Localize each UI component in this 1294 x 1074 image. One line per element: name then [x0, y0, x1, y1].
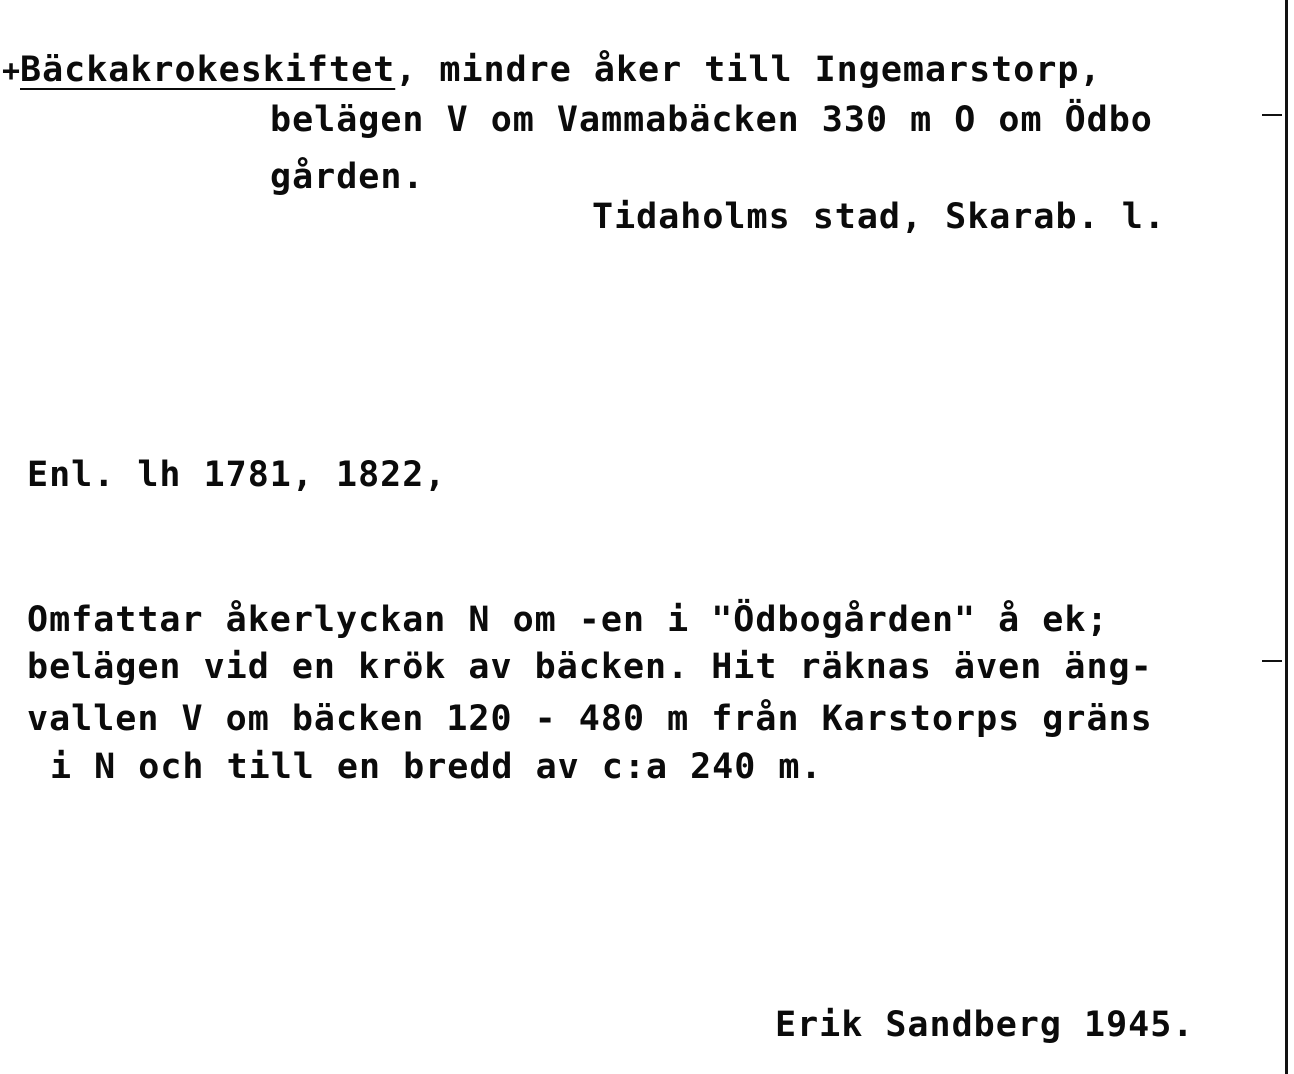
line-hyphen-mark [1262, 660, 1282, 662]
title-line-1 [20, 50, 1102, 90]
body-line-4: i N och till en bredd av c:a 240 m. [50, 747, 823, 787]
headword: Bäckakrokeskiftet [20, 50, 396, 90]
body-line-2: belägen vid en krök av bäcken. Hit räknas även äng- [27, 647, 1153, 687]
location-line: Tidaholms stad, Skarab. l. [592, 197, 1166, 237]
title-line-3: gården. [270, 157, 425, 197]
body-line-1: Omfattar åkerlyckan N om -en i "Ödbogården" å ek; [27, 600, 1109, 640]
title-rest: , mindre åker till Ingemarstorp, [395, 50, 1102, 90]
card-edge-line [1285, 0, 1288, 1074]
title-line-2: belägen V om Vammabäcken 330 m O om Ödbo [270, 100, 1153, 140]
entry-marker: + [2, 54, 21, 89]
body-line-3: vallen V om bäcken 120 - 480 m från Karstorps gräns [27, 699, 1153, 739]
line-hyphen-mark [1262, 114, 1282, 116]
signature: Erik Sandberg 1945. [775, 1005, 1195, 1045]
source-line: Enl. lh 1781, 1822, [27, 455, 447, 495]
